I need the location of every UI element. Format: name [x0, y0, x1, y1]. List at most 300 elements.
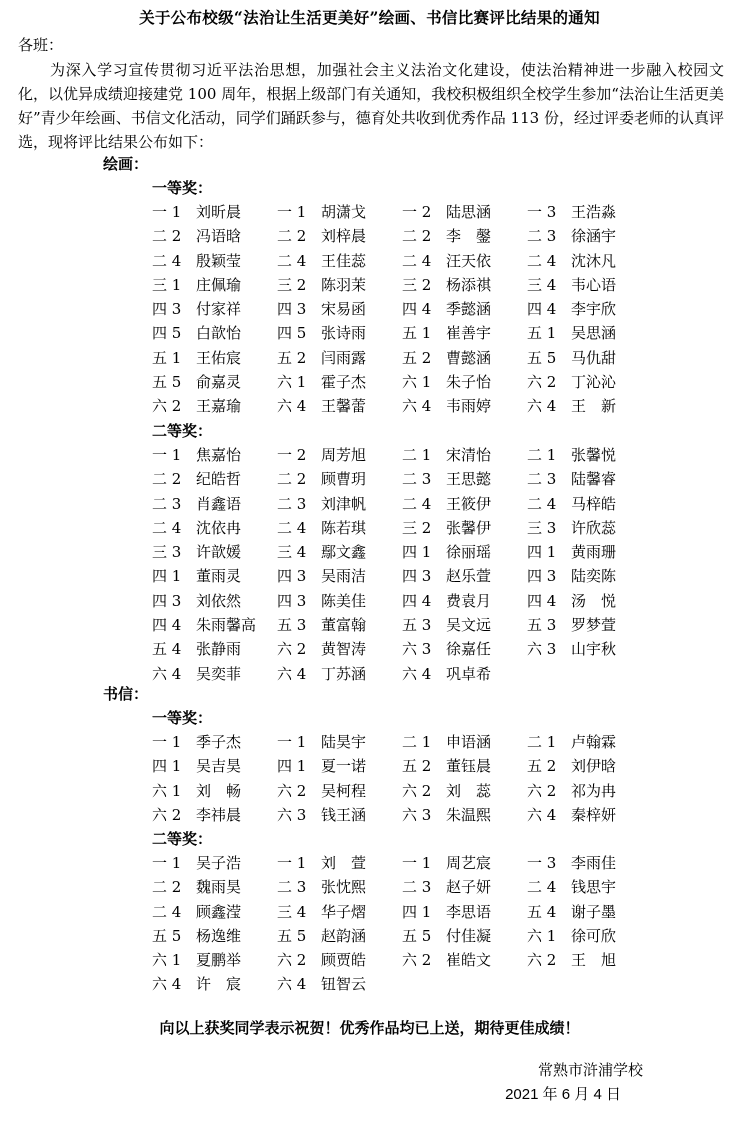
award-row — [152, 201, 652, 225]
award-row — [152, 925, 652, 949]
student-name: 陆思涵 — [446, 203, 492, 221]
student-name: 陆奕陈 — [571, 567, 617, 586]
award-entry — [277, 274, 402, 298]
award-entry — [527, 274, 652, 298]
class-number: 六 4 — [152, 975, 182, 994]
class-number: 五 5 — [277, 926, 307, 945]
class-number: 二 1 — [527, 446, 557, 464]
class-number: 三 2 — [402, 518, 432, 537]
award-entry — [527, 565, 652, 589]
student-name: 赵乐萱 — [446, 567, 492, 586]
award-entry — [277, 444, 402, 468]
student-name: 韦雨婷 — [446, 397, 492, 416]
award-entry — [402, 517, 527, 541]
award-entry — [277, 517, 402, 541]
class-number: 五 1 — [402, 324, 432, 343]
award-entry — [277, 755, 402, 779]
award-entry — [527, 347, 652, 371]
award-entry — [402, 468, 527, 492]
student-name: 卢翰霖 — [571, 733, 617, 751]
student-name: 闫雨露 — [321, 348, 367, 367]
student-name: 黄智涛 — [321, 640, 367, 659]
class-number: 六 1 — [152, 781, 182, 800]
award-entry — [152, 638, 277, 662]
student-name: 焦嘉怡 — [196, 446, 242, 464]
class-number: 二 3 — [527, 227, 557, 246]
class-number: 一 1 — [152, 446, 182, 464]
award-entry — [402, 755, 527, 779]
award-entry — [277, 925, 402, 949]
class-number: 二 2 — [152, 470, 182, 489]
class-number: 四 1 — [402, 543, 432, 562]
class-number: 三 2 — [402, 275, 432, 294]
class-number: 六 4 — [402, 397, 432, 416]
award-entry — [527, 755, 652, 779]
class-number: 二 4 — [527, 878, 557, 897]
student-name: 陆昊宇 — [321, 733, 367, 751]
class-number: 六 2 — [527, 373, 557, 392]
student-name: 王 新 — [571, 397, 617, 416]
student-name: 李宇欣 — [571, 300, 617, 319]
award-entry — [527, 590, 652, 614]
student-name: 沈依冉 — [196, 518, 242, 537]
award-row — [152, 322, 652, 346]
award-entry — [152, 876, 277, 900]
student-name: 董钰晨 — [446, 757, 492, 776]
student-name: 刘依然 — [196, 591, 242, 610]
student-name: 徐丽瑶 — [446, 543, 492, 562]
class-number: 五 1 — [527, 324, 557, 343]
award-entry — [277, 250, 402, 274]
class-number: 三 4 — [277, 543, 307, 562]
award-row — [152, 395, 652, 419]
student-name: 朱雨馨高 — [196, 616, 257, 635]
class-number: 一 2 — [402, 203, 432, 221]
student-name: 董雨灵 — [196, 567, 242, 586]
award-entry — [527, 949, 652, 973]
class-number: 四 4 — [402, 300, 432, 319]
student-name: 钱思宇 — [571, 878, 617, 897]
student-name: 霍子杰 — [321, 373, 367, 392]
award-entry — [152, 663, 277, 687]
award-row — [152, 638, 652, 662]
class-number: 四 5 — [277, 324, 307, 343]
student-name: 秦梓妍 — [571, 805, 617, 824]
award-entry — [402, 663, 527, 687]
award-entry — [527, 250, 652, 274]
award-entry — [402, 565, 527, 589]
award-row — [152, 541, 652, 565]
award-entry — [402, 804, 527, 828]
award-row — [152, 614, 652, 638]
award-entry — [277, 371, 402, 395]
award-entry — [527, 614, 652, 638]
student-name: 顾曹玥 — [321, 470, 367, 489]
award-entry — [402, 444, 527, 468]
award-entry — [277, 638, 402, 662]
award-row — [152, 250, 652, 274]
award-entry — [402, 250, 527, 274]
student-name: 王 旭 — [571, 951, 617, 970]
student-name: 张忱熙 — [321, 878, 367, 897]
student-name: 刘 畅 — [196, 781, 242, 800]
award-entry — [527, 225, 652, 249]
award-entry — [527, 322, 652, 346]
class-number: 五 2 — [277, 348, 307, 367]
class-number: 六 4 — [402, 664, 432, 683]
class-number: 二 2 — [152, 878, 182, 897]
student-name: 付家祥 — [196, 300, 242, 319]
award-row — [152, 565, 652, 589]
class-number: 二 2 — [402, 227, 432, 246]
student-name: 张馨悦 — [571, 446, 617, 464]
award-entry — [152, 517, 277, 541]
student-name: 吴奕菲 — [196, 664, 242, 683]
class-number: 四 4 — [527, 300, 557, 319]
award-entry — [277, 731, 402, 755]
student-name: 王馨蕾 — [321, 397, 367, 416]
class-number: 二 4 — [527, 251, 557, 270]
student-name: 朱温熙 — [446, 805, 492, 824]
class-number: 五 3 — [277, 616, 307, 635]
student-name: 山宇秋 — [571, 640, 617, 659]
class-number: 三 3 — [527, 518, 557, 537]
award-row — [152, 590, 652, 614]
student-name: 徐涵宇 — [571, 227, 617, 246]
award-entry — [402, 901, 527, 925]
award-row — [152, 225, 652, 249]
student-name: 张静雨 — [196, 640, 242, 659]
student-name: 徐可欣 — [571, 926, 617, 945]
award-entry — [152, 274, 277, 298]
letter-second-prize-list — [152, 852, 652, 998]
student-name: 鄢文鑫 — [321, 543, 367, 562]
award-entry — [152, 225, 277, 249]
class-number: 五 5 — [152, 926, 182, 945]
class-number: 一 1 — [277, 854, 307, 872]
class-number: 四 4 — [152, 616, 182, 635]
student-name: 殷颖莹 — [196, 251, 242, 270]
student-name: 陈美佳 — [321, 591, 367, 610]
student-name: 杨添祺 — [446, 275, 492, 294]
class-number: 二 3 — [152, 494, 182, 513]
class-number: 一 3 — [527, 203, 557, 221]
award-entry — [527, 638, 652, 662]
class-number: 六 2 — [277, 951, 307, 970]
student-name: 王浩淼 — [571, 203, 617, 221]
student-name: 季懿涵 — [446, 300, 492, 319]
award-entry — [527, 804, 652, 828]
class-number: 三 4 — [277, 902, 307, 921]
class-number: 四 4 — [402, 591, 432, 610]
award-entry — [152, 395, 277, 419]
class-number: 四 3 — [152, 591, 182, 610]
award-entry — [277, 565, 402, 589]
class-number: 三 3 — [152, 543, 182, 562]
class-number: 六 3 — [527, 640, 557, 659]
student-name: 王思懿 — [446, 470, 492, 489]
award-entry — [152, 852, 277, 876]
section-letter-label: 书信： — [103, 685, 149, 703]
student-name: 刘津帆 — [321, 494, 367, 513]
class-number: 二 1 — [402, 446, 432, 464]
class-number: 五 2 — [402, 348, 432, 367]
greeting: 各班： — [18, 36, 64, 54]
award-entry — [152, 347, 277, 371]
award-entry — [277, 541, 402, 565]
award-row — [152, 852, 652, 876]
student-name: 李 鏧 — [446, 227, 492, 246]
student-name: 丁苏涵 — [321, 664, 367, 683]
award-entry — [402, 780, 527, 804]
student-name: 巩卓希 — [446, 664, 492, 683]
award-entry — [277, 614, 402, 638]
student-name: 崔皓文 — [446, 951, 492, 970]
painting-second-prize-label: 二等奖： — [152, 422, 213, 440]
award-row — [152, 901, 652, 925]
student-name: 赵韵涵 — [321, 926, 367, 945]
student-name: 王佑宸 — [196, 348, 242, 367]
award-row — [152, 517, 652, 541]
class-number: 六 4 — [277, 664, 307, 683]
student-name: 丁沁沁 — [571, 373, 617, 392]
student-name: 顾鑫滢 — [196, 902, 242, 921]
class-number: 六 2 — [152, 805, 182, 824]
student-name: 汪天依 — [446, 251, 492, 270]
student-name: 刘昕晨 — [196, 203, 242, 221]
class-number: 六 4 — [527, 397, 557, 416]
award-entry — [402, 590, 527, 614]
class-number: 二 2 — [277, 227, 307, 246]
class-number: 二 4 — [277, 251, 307, 270]
student-name: 汤 悦 — [571, 591, 617, 610]
painting-first-prize-label: 一等奖： — [152, 179, 213, 197]
award-entry — [152, 973, 277, 997]
class-number: 一 2 — [277, 446, 307, 464]
student-name: 夏鹏举 — [196, 951, 242, 970]
award-entry — [402, 274, 527, 298]
award-row — [152, 493, 652, 517]
award-entry — [527, 901, 652, 925]
class-number: 二 2 — [152, 227, 182, 246]
student-name: 刘 萱 — [321, 854, 367, 872]
class-number: 六 4 — [277, 975, 307, 994]
award-entry — [527, 201, 652, 225]
award-entry — [152, 901, 277, 925]
award-entry — [527, 395, 652, 419]
student-name: 李思语 — [446, 902, 492, 921]
student-name: 吴思涵 — [571, 324, 617, 343]
class-number: 六 2 — [402, 781, 432, 800]
class-number: 二 3 — [402, 470, 432, 489]
student-name: 顾贾皓 — [321, 951, 367, 970]
award-row — [152, 731, 652, 755]
student-name: 冯语晗 — [196, 227, 242, 246]
award-entry — [527, 371, 652, 395]
student-name: 刘伊晗 — [571, 757, 617, 776]
award-entry — [152, 201, 277, 225]
student-name: 庄佩瑜 — [196, 275, 242, 294]
class-number: 六 4 — [527, 805, 557, 824]
letter-first-prize-label: 一等奖： — [152, 709, 213, 727]
class-number: 二 3 — [277, 878, 307, 897]
class-number: 六 2 — [277, 640, 307, 659]
class-number: 六 3 — [277, 805, 307, 824]
student-name: 王筱伊 — [446, 494, 492, 513]
class-number: 五 1 — [152, 348, 182, 367]
student-name: 朱子怡 — [446, 373, 492, 392]
award-entry — [277, 322, 402, 346]
student-name: 王嘉瑜 — [196, 397, 242, 416]
award-entry — [402, 493, 527, 517]
award-entry — [277, 493, 402, 517]
student-name: 白歆怡 — [196, 324, 242, 343]
award-entry — [152, 949, 277, 973]
class-number: 六 3 — [402, 805, 432, 824]
class-number: 一 1 — [277, 203, 307, 221]
class-number: 五 2 — [402, 757, 432, 776]
student-name: 崔善宇 — [446, 324, 492, 343]
award-entry — [152, 541, 277, 565]
award-row — [152, 347, 652, 371]
award-entry — [527, 925, 652, 949]
class-number: 三 2 — [277, 275, 307, 294]
award-row — [152, 663, 652, 687]
class-number: 四 5 — [152, 324, 182, 343]
class-number: 五 3 — [527, 616, 557, 635]
award-entry — [152, 298, 277, 322]
student-name: 俞嘉灵 — [196, 373, 242, 392]
award-entry — [152, 565, 277, 589]
class-number: 一 1 — [152, 733, 182, 751]
award-row — [152, 468, 652, 492]
class-number: 四 3 — [277, 567, 307, 586]
student-name: 钮智云 — [321, 975, 367, 994]
class-number: 四 1 — [152, 567, 182, 586]
award-row — [152, 804, 652, 828]
class-number: 五 4 — [527, 902, 557, 921]
student-name: 马梓皓 — [571, 494, 617, 513]
award-entry — [277, 347, 402, 371]
student-name: 李祎晨 — [196, 805, 242, 824]
class-number: 五 5 — [527, 348, 557, 367]
class-number: 六 1 — [277, 373, 307, 392]
award-row — [152, 755, 652, 779]
letter-first-prize-list — [152, 731, 652, 828]
award-entry — [402, 638, 527, 662]
student-name: 吴子浩 — [196, 854, 242, 872]
class-number: 四 1 — [527, 543, 557, 562]
student-name: 祁为冉 — [571, 781, 617, 800]
class-number: 六 2 — [277, 781, 307, 800]
class-number: 五 4 — [152, 640, 182, 659]
class-number: 四 3 — [277, 300, 307, 319]
student-name: 吴柯程 — [321, 781, 367, 800]
award-entry — [402, 614, 527, 638]
class-number: 二 4 — [152, 518, 182, 537]
class-number: 六 1 — [152, 951, 182, 970]
award-entry — [277, 852, 402, 876]
award-entry — [527, 493, 652, 517]
student-name: 刘梓晨 — [321, 227, 367, 246]
class-number: 二 1 — [527, 733, 557, 751]
class-number: 二 4 — [152, 251, 182, 270]
award-entry — [277, 901, 402, 925]
award-entry — [527, 517, 652, 541]
student-name: 张馨伊 — [446, 518, 492, 537]
class-number: 六 2 — [527, 781, 557, 800]
student-name: 付佳凝 — [446, 926, 492, 945]
class-number: 六 4 — [152, 664, 182, 683]
class-number: 二 4 — [402, 494, 432, 513]
student-name: 周艺宸 — [446, 854, 492, 872]
class-number: 一 1 — [152, 854, 182, 872]
student-name: 宋易函 — [321, 300, 367, 319]
student-name: 杨逸维 — [196, 926, 242, 945]
award-entry — [277, 876, 402, 900]
award-entry — [527, 852, 652, 876]
award-entry — [527, 731, 652, 755]
award-entry — [402, 852, 527, 876]
class-number: 四 1 — [152, 757, 182, 776]
award-entry — [527, 876, 652, 900]
student-name: 周芳旭 — [321, 446, 367, 464]
student-name: 张诗雨 — [321, 324, 367, 343]
award-entry — [402, 925, 527, 949]
student-name: 许欣蕊 — [571, 518, 617, 537]
student-name: 马仇甜 — [571, 348, 617, 367]
class-number: 二 4 — [152, 902, 182, 921]
class-number: 三 4 — [527, 275, 557, 294]
student-name: 罗梦萱 — [571, 616, 617, 635]
class-number: 四 3 — [527, 567, 557, 586]
notice-date: 2021 年 6 月 4 日 — [505, 1086, 621, 1103]
student-name: 赵子妍 — [446, 878, 492, 897]
class-number: 一 3 — [527, 854, 557, 872]
student-name: 季子杰 — [196, 733, 242, 751]
class-number: 六 4 — [277, 397, 307, 416]
class-number: 二 3 — [277, 494, 307, 513]
award-entry — [527, 780, 652, 804]
painting-first-prize-list — [152, 201, 652, 420]
student-name: 韦心语 — [571, 275, 617, 294]
award-entry — [152, 250, 277, 274]
award-entry — [402, 347, 527, 371]
award-entry — [277, 973, 402, 997]
award-entry — [402, 541, 527, 565]
student-name: 陆馨睿 — [571, 470, 617, 489]
award-entry — [402, 731, 527, 755]
student-name: 夏一诺 — [321, 757, 367, 776]
award-row — [152, 274, 652, 298]
award-entry — [277, 201, 402, 225]
award-entry — [152, 755, 277, 779]
award-entry — [152, 731, 277, 755]
award-entry — [402, 201, 527, 225]
award-row — [152, 949, 652, 973]
school-signature: 常熟市浒浦学校 — [537, 1061, 643, 1079]
award-entry — [402, 395, 527, 419]
painting-second-prize-list — [152, 444, 652, 687]
student-name: 黄雨珊 — [571, 543, 617, 562]
award-entry — [152, 780, 277, 804]
student-name: 许 宸 — [196, 975, 242, 994]
class-number: 六 1 — [402, 373, 432, 392]
student-name: 魏雨昊 — [196, 878, 242, 897]
class-number: 一 1 — [277, 733, 307, 751]
student-name: 陈若琪 — [321, 518, 367, 537]
award-row — [152, 444, 652, 468]
